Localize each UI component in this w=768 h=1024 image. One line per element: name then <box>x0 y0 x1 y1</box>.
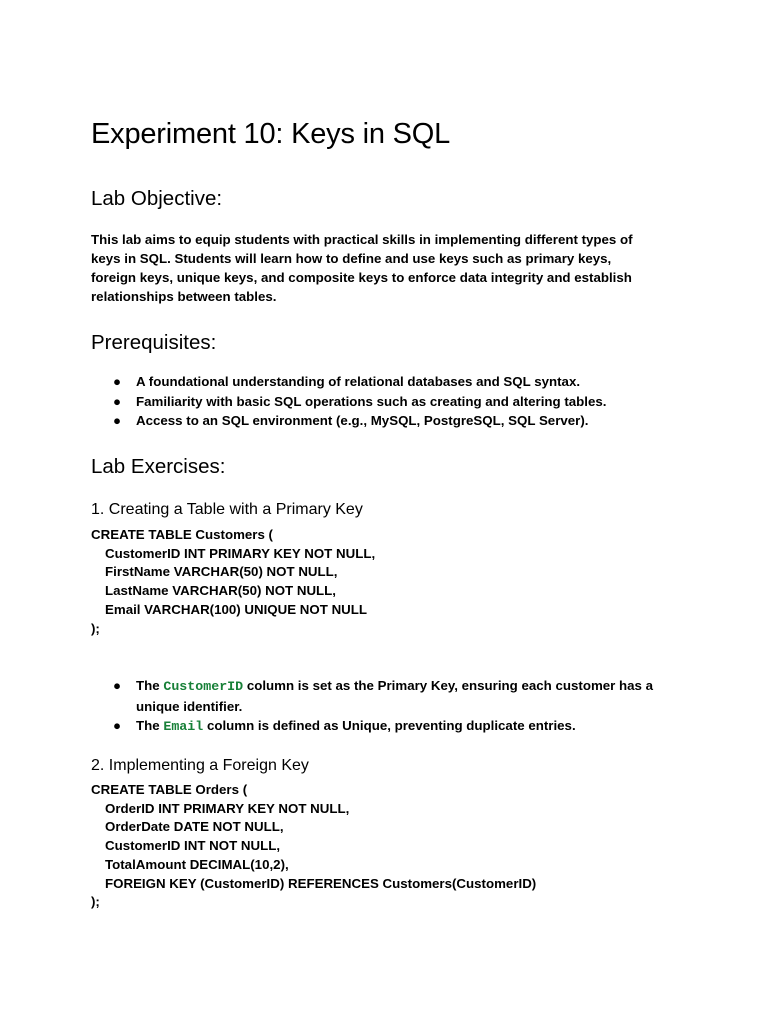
code-line: LastName VARCHAR(50) NOT NULL, <box>105 583 336 599</box>
objective-line: This lab aims to equip students with practical skills in implementing different types of <box>91 232 633 247</box>
exercise-1-heading: 1. Creating a Table with a Primary Key <box>91 501 363 518</box>
note-text: column is defined as Unique, preventing duplicate entries. <box>203 718 576 733</box>
bullet-icon: ● <box>113 413 122 428</box>
code-line: OrderID INT PRIMARY KEY NOT NULL, <box>105 800 350 816</box>
note-text: The <box>136 678 164 693</box>
list-item <box>91 676 691 716</box>
list-item <box>91 411 691 431</box>
exercise-1-code-block <box>91 526 375 638</box>
note-text: column is set as the Primary Key, ensuring each customer has a <box>243 678 654 693</box>
exercise-2-code-block <box>91 781 536 912</box>
objective-heading: Lab Objective: <box>91 187 223 210</box>
objective-line: keys in SQL. Students will learn how to define and use keys such as primary keys, <box>91 251 612 266</box>
code-line: CustomerID INT NOT NULL, <box>105 838 281 854</box>
code-line: CREATE TABLE Customers ( <box>91 527 273 542</box>
list-item <box>91 716 691 737</box>
code-line: Email VARCHAR(100) UNIQUE NOT NULL <box>105 601 368 617</box>
code-line: FirstName VARCHAR(50) NOT NULL, <box>105 564 338 580</box>
objective-line: foreign keys, unique keys, and composite keys to enforce data integrity and establish <box>91 270 632 285</box>
inline-code: Email <box>163 719 204 734</box>
bullet-icon: ● <box>113 718 122 733</box>
code-line: FOREIGN KEY (CustomerID) REFERENCES Customers(CustomerID) <box>105 875 537 891</box>
note-text: unique identifier. <box>136 698 243 714</box>
list-item-text: A foundational understanding of relational databases and SQL syntax. <box>136 374 581 389</box>
inline-code: CustomerID <box>163 679 244 694</box>
bullet-icon: ● <box>113 393 122 409</box>
exercises-heading: Lab Exercises: <box>91 455 226 478</box>
bullet-icon: ● <box>113 678 122 693</box>
list-item <box>91 372 691 392</box>
exercise-2-heading: 2. Implementing a Foreign Key <box>91 757 309 774</box>
code-line: CREATE TABLE Orders ( <box>91 782 248 797</box>
prerequisites-heading: Prerequisites: <box>91 331 217 354</box>
list-item-text: Access to an SQL environment (e.g., MySQL, PostgreSQL, SQL Server). <box>136 413 589 428</box>
list-item <box>91 392 691 412</box>
objective-line: relationships between tables. <box>91 289 277 304</box>
prerequisites-list <box>91 372 691 431</box>
note-text: The <box>136 718 164 733</box>
code-line: ); <box>91 620 100 636</box>
page-title: Experiment 10: Keys in SQL <box>91 118 451 150</box>
exercise-1-notes <box>91 676 691 737</box>
code-line: OrderDate DATE NOT NULL, <box>105 819 284 835</box>
objective-paragraph <box>91 230 691 306</box>
code-line: CustomerID INT PRIMARY KEY NOT NULL, <box>105 545 376 561</box>
bullet-icon: ● <box>113 374 122 389</box>
code-line: ); <box>91 894 100 910</box>
list-item-text: Familiarity with basic SQL operations such as creating and altering tables. <box>136 393 607 409</box>
code-line: TotalAmount DECIMAL(10,2), <box>105 856 289 872</box>
